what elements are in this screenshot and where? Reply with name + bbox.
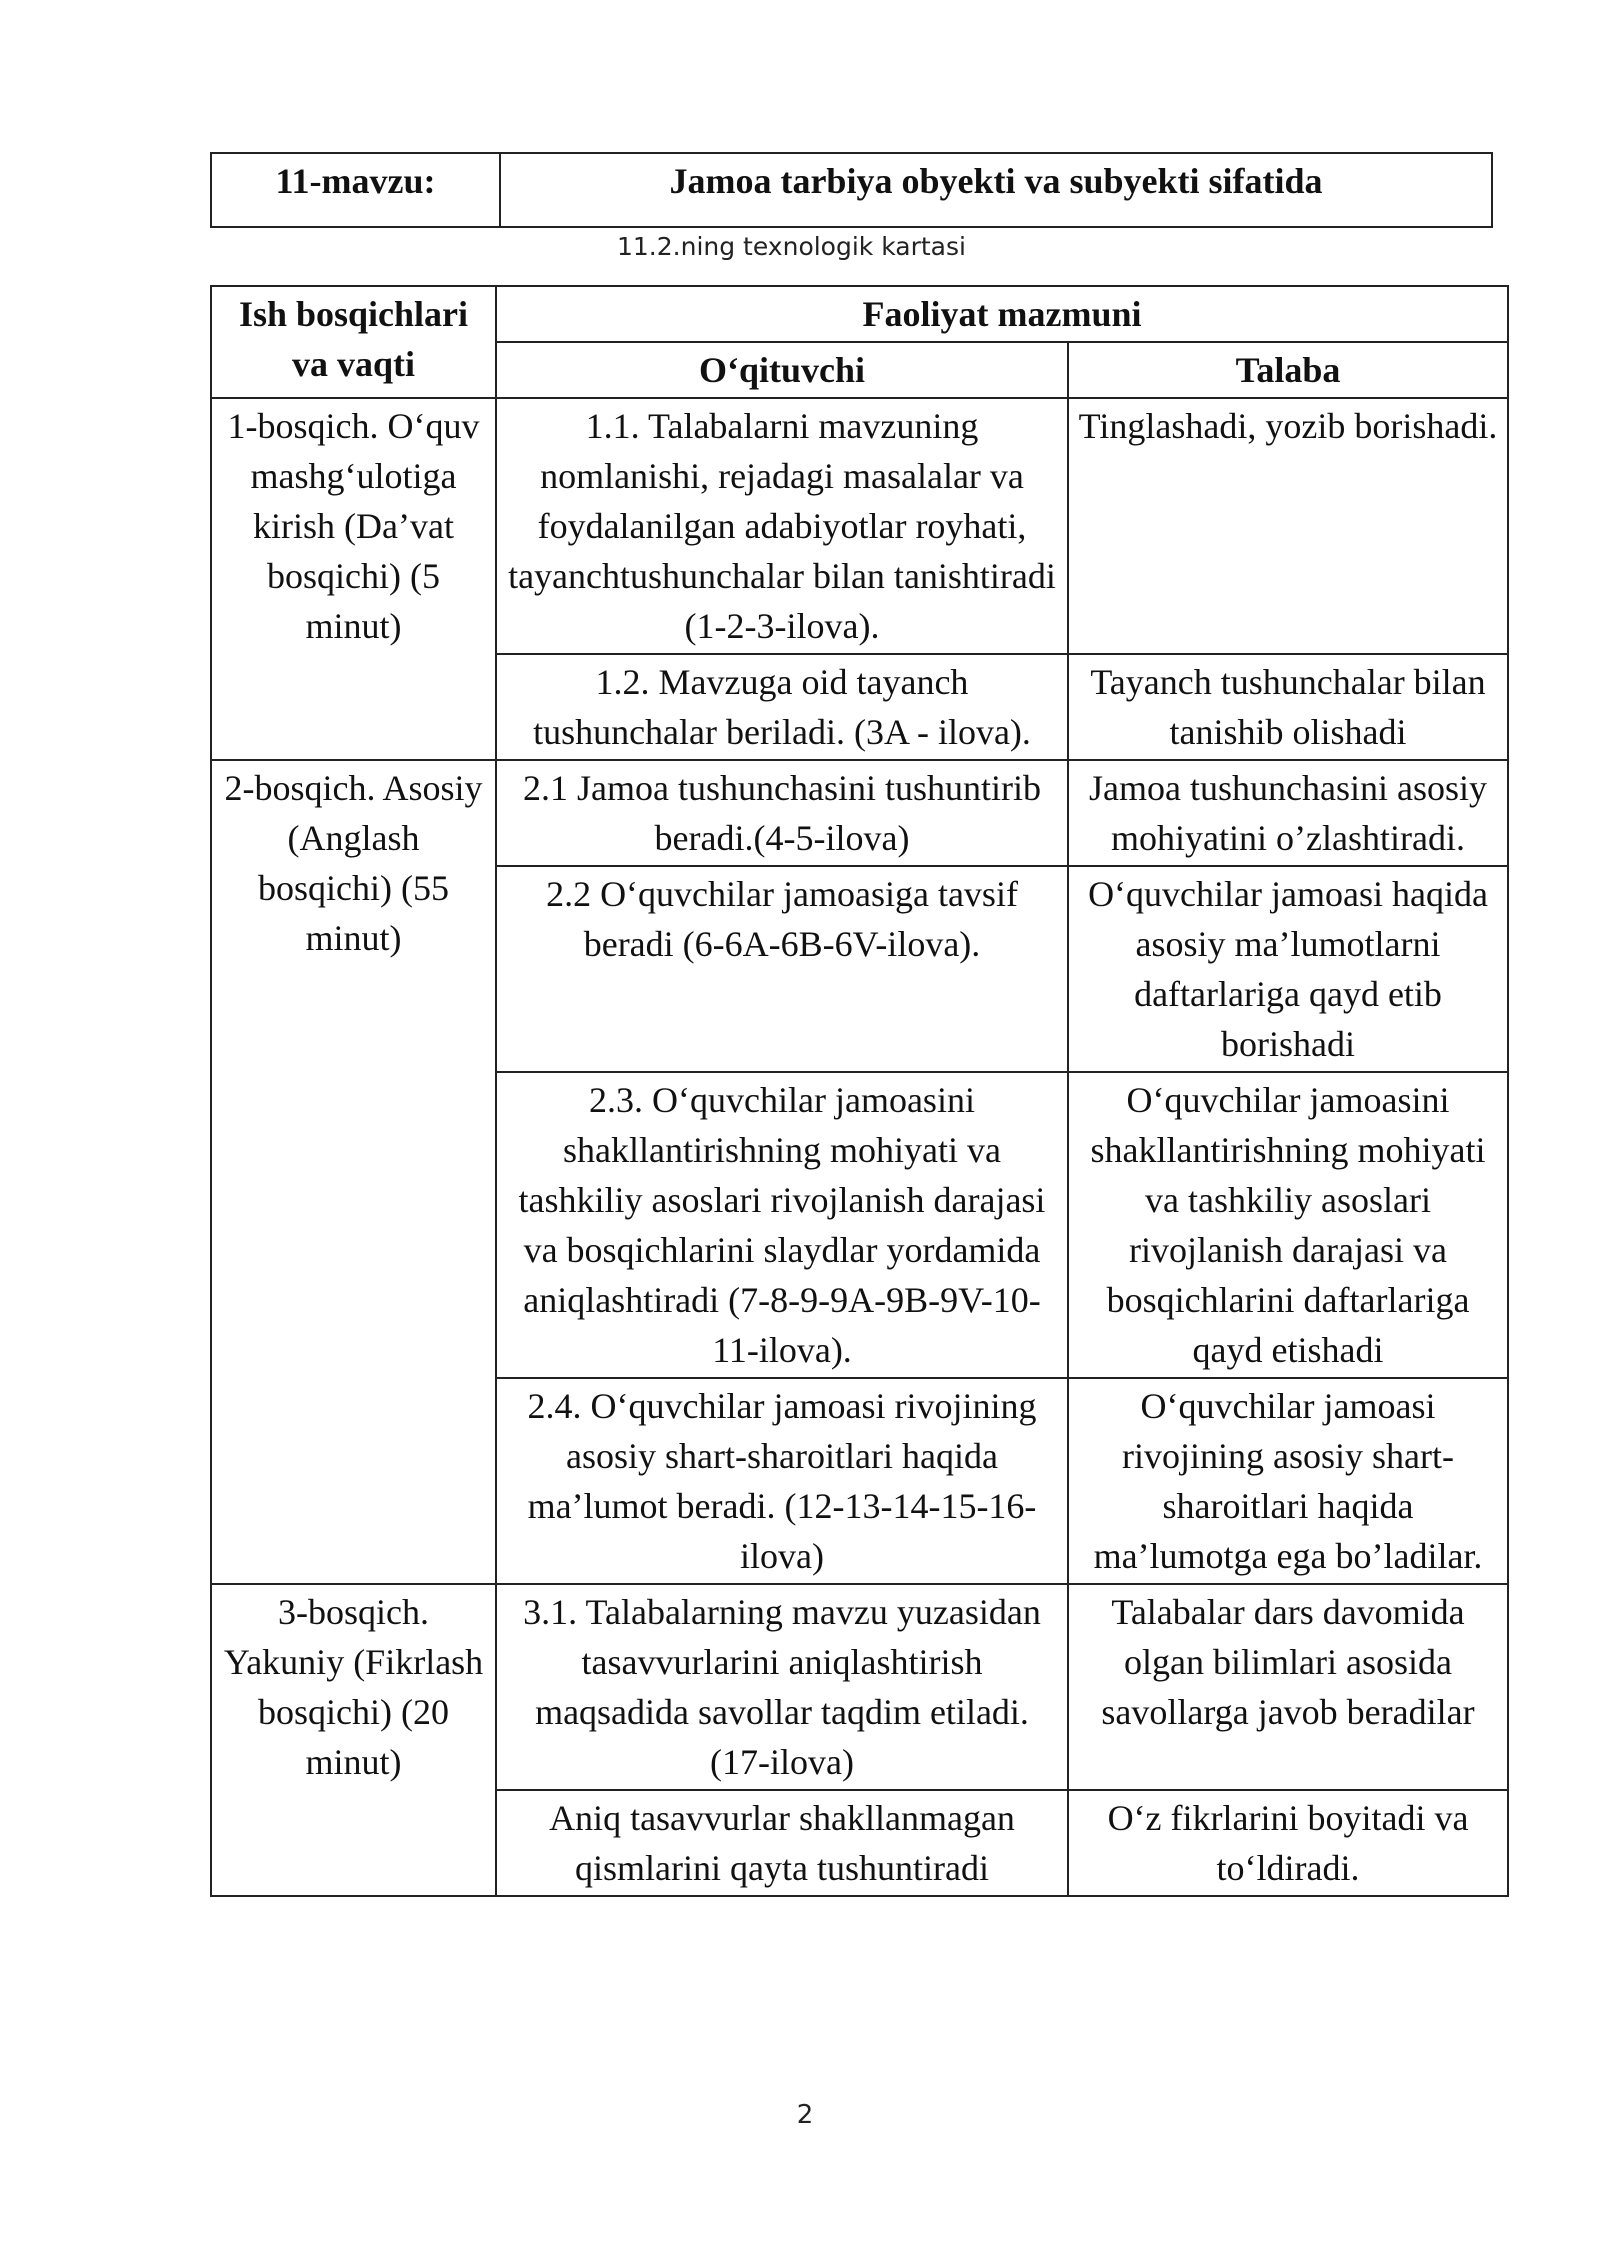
teacher-column-header: O‘qituvchi xyxy=(496,342,1068,398)
header-row xyxy=(211,286,1508,342)
student-column-header: Talaba xyxy=(1068,342,1508,398)
student-cell: Talabalar dars davomida olgan bilimlari asosida savollarga javob beradilar xyxy=(1068,1584,1508,1790)
teacher-cell: 2.4. O‘quvchilar jamoasi rivojining asosiy shart-sharoitlari haqida ma’lumot beradi. (12-13-14-15-16-ilova) xyxy=(496,1378,1068,1584)
table-row xyxy=(211,760,1508,866)
stage-cell: 1-bosqich. O‘quv mashg‘ulotiga kirish (Da’vat bosqichi) (5 minut) xyxy=(211,398,496,760)
topic-header-table xyxy=(210,152,1493,228)
table-row xyxy=(211,398,1508,654)
student-cell: Tinglashadi, yozib borishadi. xyxy=(1068,398,1508,654)
teacher-cell: 2.1 Jamoa tushunchasini tushuntirib beradi.(4-5-ilova) xyxy=(496,760,1068,866)
teacher-cell: 3.1. Talabalarning mavzu yuzasidan tasavvurlarini aniqlashtirish maqsadida savollar taqdim etiladi. (17-ilova) xyxy=(496,1584,1068,1790)
student-cell: O‘z fikrlarini boyitadi va to‘ldiradi. xyxy=(1068,1790,1508,1896)
technology-card-subtitle: 11.2.ning texnologik kartasi xyxy=(617,232,966,261)
student-cell: O‘quvchilar jamoasini shakllantirishning mohiyati va tashkiliy asoslari rivojlanish darajasi va bosqichlarini daftarlariga qayd etishadi xyxy=(1068,1072,1508,1378)
student-cell: O‘quvchilar jamoasi haqida asosiy ma’lumotlarni daftarlariga qayd etib borishadi xyxy=(1068,866,1508,1072)
table-row xyxy=(211,1584,1508,1790)
stage-cell: 3-bosqich. Yakuniy (Fikrlash bosqichi) (20 minut) xyxy=(211,1584,496,1896)
student-cell: Jamoa tushunchasini asosiy mohiyatini o’zlashtiradi. xyxy=(1068,760,1508,866)
teacher-cell: 2.3. O‘quvchilar jamoasini shakllantirishning mohiyati va tashkiliy asoslari rivojlanish darajasi va bosqichlarini slaydlar yordamida aniqlashtiradi (7-8-9-9A-9B-9V-10-11-ilova). xyxy=(496,1072,1068,1378)
teacher-cell: 1.1. Talabalarni mavzuning nomlanishi, rejadagi masalalar va foydalanilgan adabiyotlar royhati, tayanchtushunchalar bilan tanishtiradi (1-2-3-ilova). xyxy=(496,398,1068,654)
topic-number: 11-mavzu: xyxy=(211,153,500,227)
topic-title: Jamoa tarbiya obyekti va subyekti sifatida xyxy=(500,153,1492,227)
student-cell: O‘quvchilar jamoasi rivojining asosiy shart-sharoitlari haqida ma’lumotga ega bo’ladilar. xyxy=(1068,1378,1508,1584)
teacher-cell: Aniq tasavvurlar shakllanmagan qismlarini qayta tushuntiradi xyxy=(496,1790,1068,1896)
student-cell: Tayanch tushunchalar bilan tanishib olishadi xyxy=(1068,654,1508,760)
activity-column-header: Faoliyat mazmuni xyxy=(496,286,1508,342)
teacher-cell: 1.2. Mavzuga oid tayanch tushunchalar beriladi. (3A - ilova). xyxy=(496,654,1068,760)
technology-card-table xyxy=(210,285,1509,1897)
teacher-cell: 2.2 O‘quvchilar jamoasiga tavsif beradi (6-6A-6B-6V-ilova). xyxy=(496,866,1068,1072)
page-number: 2 xyxy=(796,2100,814,2130)
stages-column-header: Ish bosqichlari va vaqti xyxy=(211,286,496,398)
stage-cell: 2-bosqich. Asosiy (Anglash bosqichi) (55 minut) xyxy=(211,760,496,1584)
